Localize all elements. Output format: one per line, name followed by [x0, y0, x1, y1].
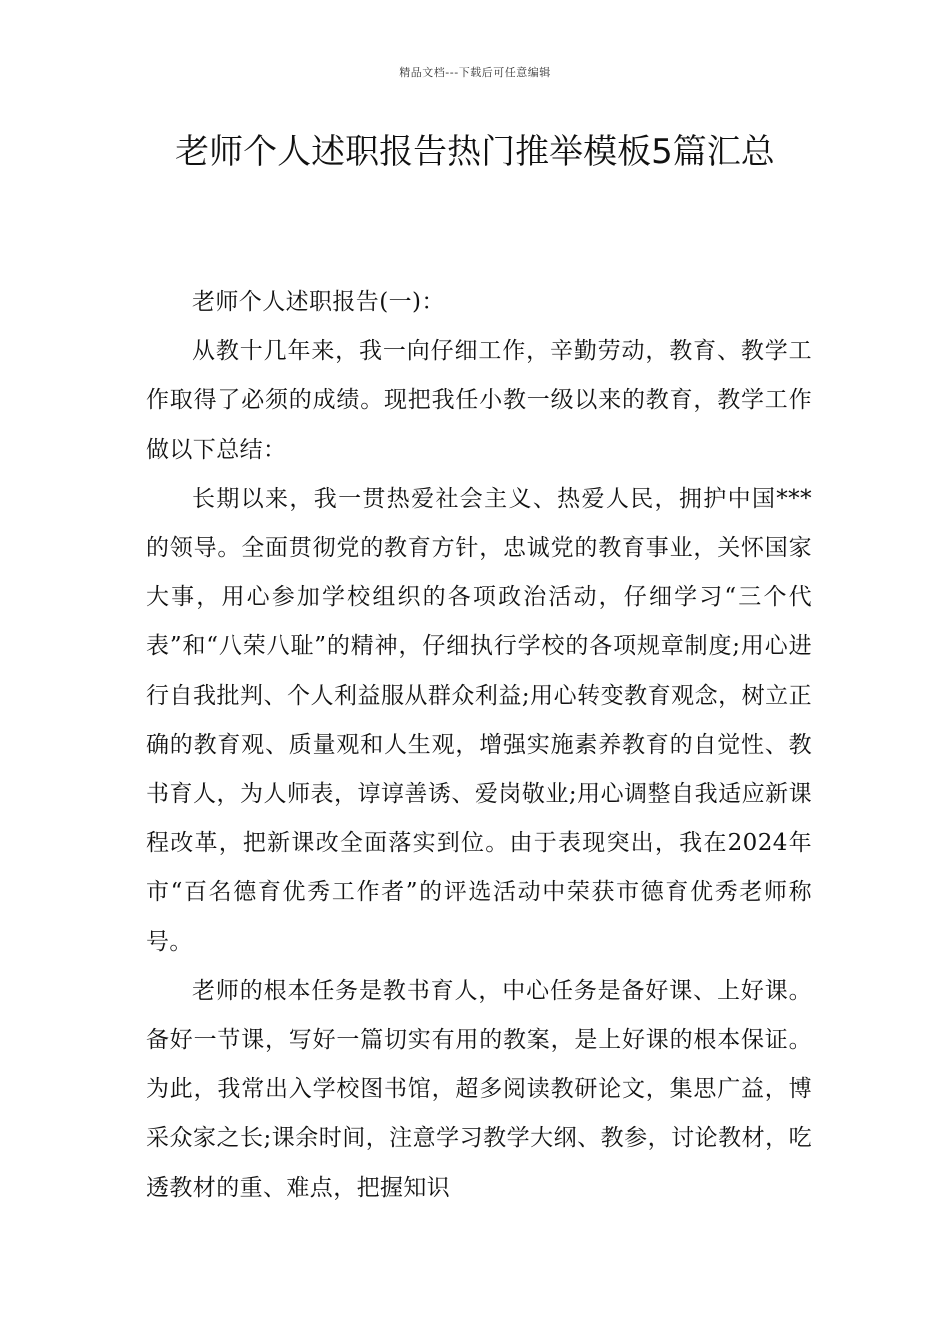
paragraph: 从教十几年来，我一向仔细工作，辛勤劳动，教育、教学工作取得了必须的成绩。现把我任小教一级以来的教育，教学工作做以下总结：	[146, 338, 812, 463]
header-note: 精品文档---下载后可任意编辑	[399, 66, 551, 79]
paragraph: 老师的根本任务是教书育人，中心任务是备好课、上好课。备好一节课，写好一篇切实有用的教案，是上好课的根本保证。为此，我常出入学校图书馆，超多阅读教研论文，集思广益，博采众家之长;课余时间，注意学习教学大纲、教参，讨论教材，吃透教材的重、难点，把握知识	[146, 977, 812, 1201]
paragraph: 长期以来，我一贯热爱社会主义、热爱人民，拥护中国***的领导。全面贯彻党的教育方针，忠诚党的教育事业，关怀国家大事，用心参加学校组织的各项政治活动，仔细学习“三个代表”和“八荣八耻”的精神，仔细执行学校的各项规章制度;用心进行自我批判、个人利益服从群众利益;用心转变教育观念，树立正确的教育观、质量观和人生观，增强实施素养教育的自觉性、教书育人，为人师表，谆谆善诱、爱岗敬业;用心调整自我适应新课程改革，把新课改全面落实到位。由于表现突出，我在2024年市“百名德育优秀工作者”的评选活动中荣获市德育优秀老师称号。	[146, 485, 812, 955]
document-title: 老师个人述职报告热门推举模板5篇汇总	[175, 132, 775, 172]
document-body	[146, 278, 812, 1213]
paragraph-section-heading: 老师个人述职报告(一)：	[192, 289, 445, 315]
